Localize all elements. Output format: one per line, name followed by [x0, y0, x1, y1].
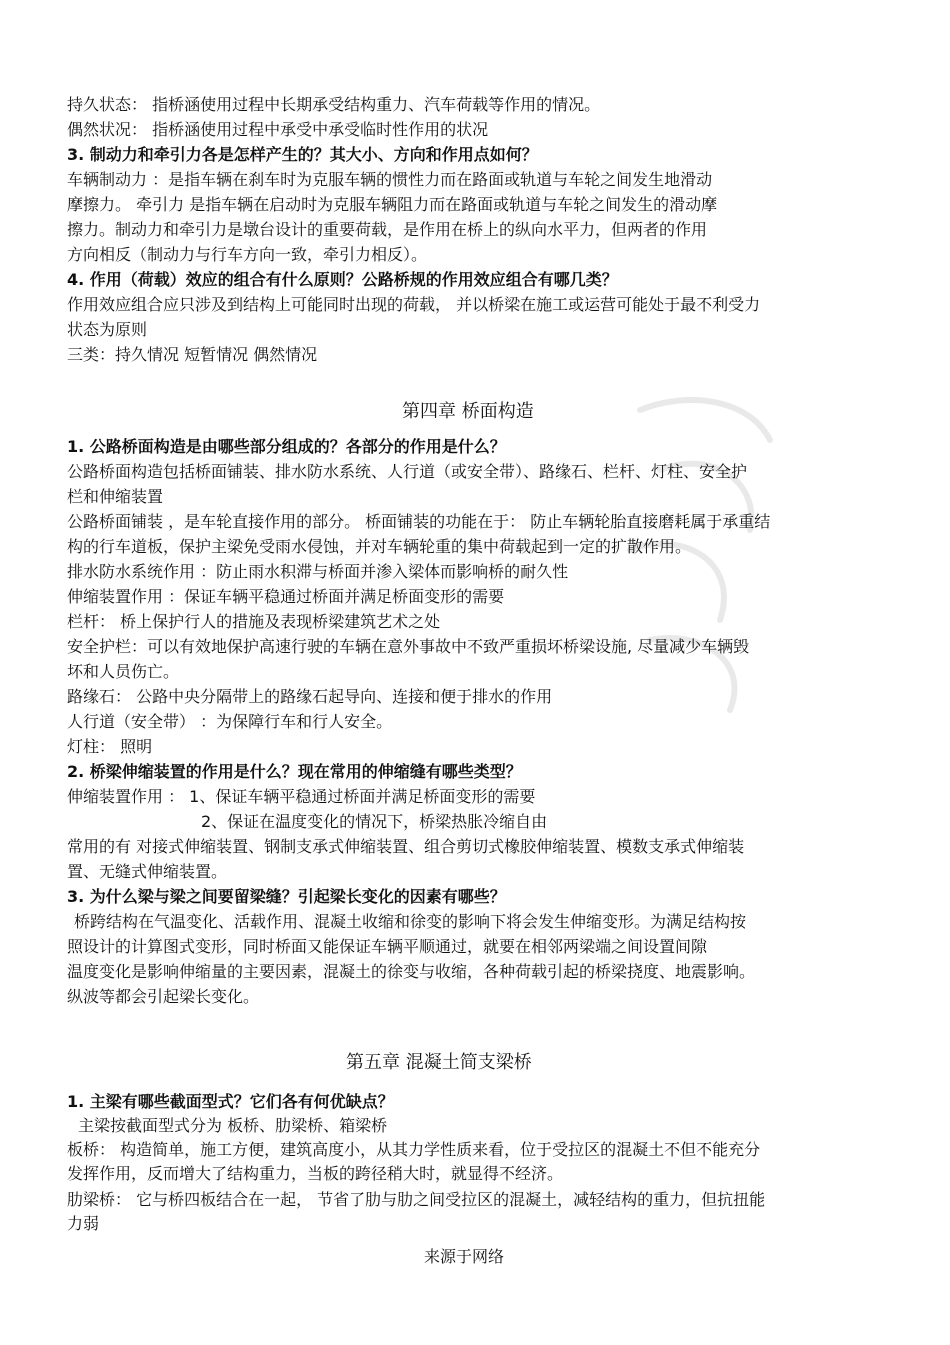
text-line: 伸缩装置作用 ： 1、保证车辆平稳通过桥面并满足桥面变形的需要: [67, 787, 536, 806]
text-line: 主梁按截面型式分为 板桥、肋梁桥、箱梁桥: [78, 1116, 388, 1135]
text-line: 2、保证在温度变化的情况下，桥梁热胀冷缩自由: [201, 812, 548, 831]
text-line: 温度变化是影响伸缩量的主要因素，混凝土的徐变与收缩，各种荷载引起的桥梁挠度、地震影响。: [67, 962, 756, 981]
text-line: 板桥： 构造简单，施工方便，建筑高度小，从其力学性质来看，位于受拉区的混凝土不但不能充分: [67, 1140, 761, 1159]
question-heading: 4. 作用（荷载）效应的组合有什么原则？公路桥规的作用效应组合有哪几类？: [67, 270, 618, 289]
question-heading: 3. 为什么梁与梁之间要留梁缝？引起梁长变化的因素有哪些？: [67, 887, 506, 906]
text-line: 灯柱： 照明: [67, 737, 153, 756]
text-line: 栏杆： 桥上保护行人的措施及表现桥梁建筑艺术之处: [67, 612, 441, 631]
question-heading: 3. 制动力和牵引力各是怎样产生的？其大小、方向和作用点如何？: [67, 145, 538, 164]
question-heading: 1. 主梁有哪些截面型式？它们各有何优缺点？: [67, 1092, 394, 1111]
text-line: 作用效应组合应只涉及到结构上可能同时出现的荷载， 并以桥梁在施工或运营可能处于最不利受力: [67, 295, 761, 314]
text-line: 状态为原则: [67, 320, 148, 339]
page-footer: 来源于网络: [424, 1247, 505, 1266]
chapter-heading: 第五章 混凝土简支梁桥: [346, 1052, 532, 1073]
text-line: 摩擦力。 牵引力 是指车辆在启动时为克服车辆阻力而在路面或轨道与车轮之间发生的滑动摩: [67, 195, 718, 214]
text-line: 擦力。制动力和牵引力是墩台设计的重要荷载，是作用在桥上的纵向水平力，但两者的作用: [67, 220, 708, 239]
text-line: 构的行车道板，保护主梁免受雨水侵蚀，并对车辆轮重的集中荷载起到一定的扩散作用。: [67, 537, 692, 556]
text-line: 偶然状况： 指桥涵使用过程中承受中承受临时性作用的状况: [67, 120, 489, 139]
text-line: 发挥作用，反而增大了结构重力，当板的跨径稍大时，就显得不经济。: [67, 1164, 564, 1183]
question-heading: 1. 公路桥面构造是由哪些部分组成的？各部分的作用是什么？: [67, 437, 506, 456]
chapter-heading: 第四章 桥面构造: [402, 401, 534, 422]
text-line: 常用的有 对接式伸缩装置、钢制支承式伸缩装置、组合剪切式橡胶伸缩装置、模数支承式伸缩装: [67, 837, 745, 856]
text-line: 排水防水系统作用 ：防止雨水积滞与桥面并渗入梁体而影响桥的耐久性: [67, 562, 569, 581]
question-heading: 2. 桥梁伸缩装置的作用是什么？现在常用的伸缩缝有哪些类型？: [67, 762, 522, 781]
text-line: 安全护栏：可以有效地保护高速行驶的车辆在意外事故中不致严重损坏桥梁设施, 尽量减少车辆毁: [67, 637, 750, 656]
text-line: 人行道（安全带） ：为保障行车和行人安全。: [67, 712, 393, 731]
text-line: 持久状态： 指桥涵使用过程中长期承受结构重力、汽车荷载等作用的情况。: [67, 95, 601, 114]
text-line: 纵波等都会引起梁长变化。: [67, 987, 260, 1006]
text-line: 路缘石： 公路中央分隔带上的路缘石起导向、连接和便于排水的作用: [67, 687, 553, 706]
text-line: 公路桥面构造包括桥面铺装、排水防水系统、人行道（或安全带）、路缘石、栏杆、灯柱、安全护: [67, 462, 748, 481]
text-line: 照设计的计算图式变形，同时桥面又能保证车辆平顺通过，就要在相邻两梁端之间设置间隙: [67, 937, 708, 956]
text-line: 伸缩装置作用 ：保证车辆平稳通过桥面并满足桥面变形的需要: [67, 587, 505, 606]
text-line: 车辆制动力 ：是指车辆在刹车时为克服车辆的惯性力而在路面或轨道与车轮之间发生地滑动: [67, 170, 713, 189]
text-line: 置、无缝式伸缩装置。: [67, 862, 228, 881]
text-line: 肋梁桥： 它与桥四板结合在一起， 节省了肋与肋之间受拉区的混凝土，减轻结构的重力，但抗扭能: [67, 1190, 766, 1209]
text-line: 力弱: [67, 1214, 100, 1233]
text-line: 桥跨结构在气温变化、活载作用、混凝土收缩和徐变的影响下将会发生伸缩变形。为满足结构按: [74, 912, 747, 931]
text-line: 方向相反（制动力与行车方向一致，牵引力相反）。: [67, 245, 428, 264]
text-line: 坏和人员伤亡。: [67, 662, 180, 681]
text-line: 三类：持久情况 短暂情况 偶然情况: [67, 345, 318, 364]
text-line: 栏和伸缩装置: [67, 487, 164, 506]
text-line: 公路桥面铺装 ，是车轮直接作用的部分。 桥面铺装的功能在于： 防止车辆轮胎直接磨耗属于承重结: [67, 512, 771, 531]
